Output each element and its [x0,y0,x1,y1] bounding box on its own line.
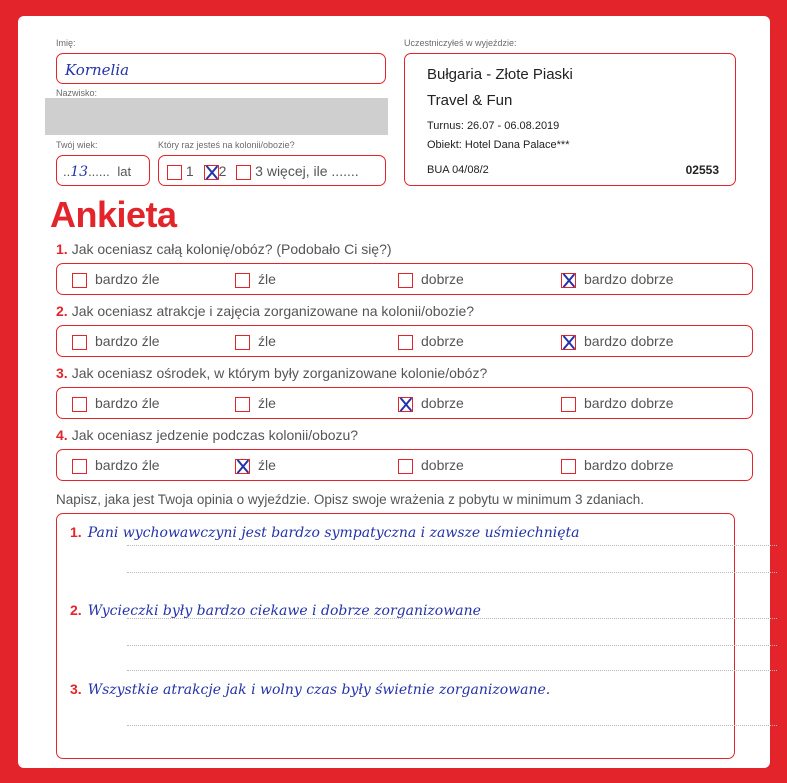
opinion-answer-2 [70,602,481,619]
trip-number: 02553 [685,163,719,177]
answer-text: Pani wychowawczyni jest bardzo sympatyczna i zawsze uśmiechnięta [87,525,580,541]
writing-line [127,670,777,671]
answer-text: Wycieczki były bardzo ciekawe i dobrze zorganizowane [87,603,481,619]
rating-option[interactable] [72,457,160,474]
question-4 [56,427,358,443]
rating-checkbox[interactable] [235,335,250,350]
rating-label: bardzo dobrze [584,395,674,411]
age-field[interactable] [56,155,150,186]
question-text: Jak oceniasz jedzenie podczas kolonii/obozu? [71,427,359,443]
rating-checkbox[interactable] [561,335,576,350]
rating-label: bardzo dobrze [584,457,674,473]
answer-number: 1. [70,524,82,540]
rating-option[interactable] [72,395,160,412]
question-text: Jak oceniasz atrakcje i zajęcia zorganizowane na kolonii/obozie? [71,303,475,319]
times-option-2: 2 [218,163,227,179]
rating-label: dobrze [421,395,464,411]
rating-checkbox[interactable] [561,459,576,474]
trip-turnus: Turnus: 26.07 - 06.08.2019 [427,120,560,132]
times-checkbox-3[interactable] [236,165,251,180]
rating-option[interactable] [398,395,464,412]
answer-text: Wszystkie atrakcje jak i wolny czas były świetnie zorganizowane. [87,682,551,698]
answer-row-4 [56,449,753,481]
rating-option[interactable] [561,395,674,412]
rating-checkbox[interactable] [72,397,87,412]
question-number: 1. [56,241,68,257]
opinion-answer-1 [70,524,579,541]
survey-sheet [18,16,770,768]
rating-checkbox[interactable] [398,397,413,412]
name-field[interactable] [56,53,386,84]
answer-row-2 [56,325,753,357]
rating-label: bardzo źle [95,333,160,349]
rating-checkbox[interactable] [235,459,250,474]
age-label: Twój wiek: [56,140,98,150]
rating-option[interactable] [561,271,674,288]
question-text: Jak oceniasz całą kolonię/obóz? (Podobało Ci się?) [71,241,392,257]
writing-line [127,572,777,573]
writing-line [127,725,777,726]
question-2 [56,303,474,319]
rating-label: bardzo źle [95,457,160,473]
rating-option[interactable] [235,457,276,474]
age-dots-suffix: ...... [88,164,110,179]
rating-checkbox[interactable] [235,273,250,288]
name-value: Kornelia [65,61,130,79]
rating-checkbox[interactable] [398,459,413,474]
times-checkbox-1[interactable] [167,165,182,180]
rating-option[interactable] [235,395,276,412]
rating-option[interactable] [398,457,464,474]
rating-option[interactable] [398,333,464,350]
rating-label: bardzo źle [95,395,160,411]
rating-checkbox[interactable] [72,459,87,474]
times-field [158,155,386,186]
rating-option[interactable] [561,457,674,474]
question-text: Jak oceniasz ośrodek, w którym były zorganizowane kolonie/obóz? [71,365,488,381]
rating-checkbox[interactable] [398,335,413,350]
rating-label: bardzo dobrze [584,271,674,287]
rating-checkbox[interactable] [72,335,87,350]
answer-number: 2. [70,602,82,618]
times-option-3: 3 więcej, ile ....... [255,163,359,179]
age-dots-prefix: .. [63,164,71,179]
name-label: Imię: [56,38,76,48]
rating-checkbox[interactable] [398,273,413,288]
rating-label: źle [258,457,276,473]
rating-label: dobrze [421,271,464,287]
times-checkbox-2[interactable] [204,165,219,180]
rating-checkbox[interactable] [72,273,87,288]
question-1 [56,241,392,257]
question-number: 4. [56,427,68,443]
question-number: 2. [56,303,68,319]
rating-label: bardzo dobrze [584,333,674,349]
surname-label: Nazwisko: [56,88,98,98]
rating-checkbox[interactable] [561,273,576,288]
times-label: Który raz jesteś na kolonii/obozie? [158,140,295,150]
survey-title: Ankieta [50,194,177,235]
rating-option[interactable] [561,333,674,350]
answer-row-3 [56,387,753,419]
rating-option[interactable] [72,333,160,350]
trip-object: Obiekt: Hotel Dana Palace*** [427,139,570,151]
answer-number: 3. [70,681,82,697]
answer-row-1 [56,263,753,295]
opinion-prompt: Napisz, jaka jest Twoja opinia o wyjeździe. Opisz swoje wrażenia z pobytu w minimum 3 zdaniach. [56,492,645,507]
trip-label: Uczestniczyłeś w wyjeździe: [404,38,517,48]
question-number: 3. [56,365,68,381]
rating-option[interactable] [72,271,160,288]
trip-code: BUA 04/08/2 [427,164,489,176]
rating-label: dobrze [421,457,464,473]
opinion-answer-3 [70,681,550,698]
rating-label: dobrze [421,333,464,349]
rating-option[interactable] [235,271,276,288]
opinion-box[interactable] [56,513,735,759]
rating-checkbox[interactable] [561,397,576,412]
question-3 [56,365,487,381]
trip-company: Travel & Fun [427,92,513,109]
rating-label: źle [258,395,276,411]
times-option-1: 1 [185,163,194,179]
age-unit: lat [117,164,132,179]
age-value: 13 [70,164,89,180]
rating-option[interactable] [398,271,464,288]
rating-option[interactable] [235,333,276,350]
trip-info-box [404,53,736,186]
trip-destination: Bułgaria - Złote Piaski [427,66,573,83]
rating-label: bardzo źle [95,271,160,287]
rating-checkbox[interactable] [235,397,250,412]
redaction-block [45,98,388,135]
writing-line [127,545,777,546]
writing-line [127,645,777,646]
rating-label: źle [258,333,276,349]
rating-label: źle [258,271,276,287]
